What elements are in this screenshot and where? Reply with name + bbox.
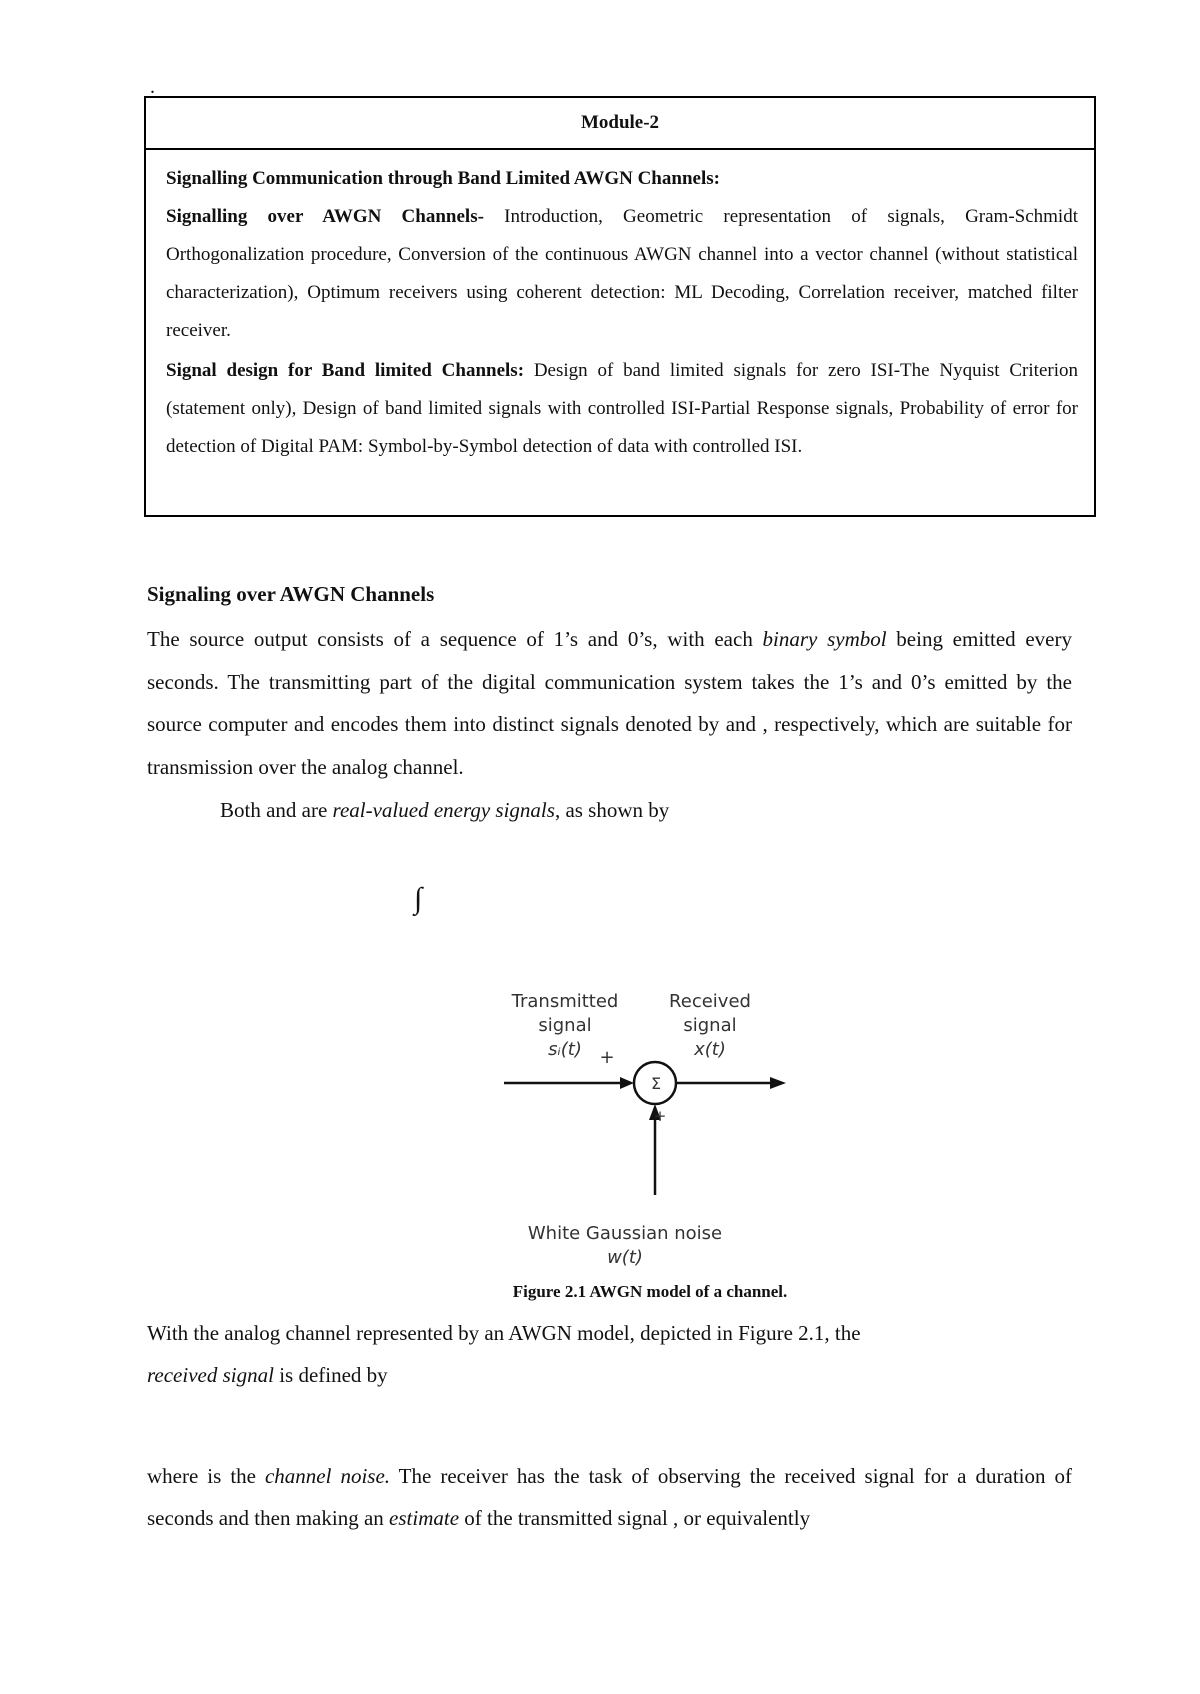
- module-section-1: [166, 198, 1078, 350]
- para2-text-b: , as shown by: [554, 798, 670, 822]
- noise-symbol: w(t): [607, 1247, 643, 1268]
- transmitted-symbol: sᵢ(t): [548, 1039, 582, 1060]
- section-title: Signaling over AWGN Channels: [147, 582, 435, 606]
- para2-text-a: Both and are: [220, 798, 333, 822]
- para4-italic-b: estimate: [389, 1506, 460, 1530]
- module-syllabus-box: [144, 96, 1096, 517]
- received-line2: signal: [683, 1015, 737, 1036]
- sum-symbol: Σ: [650, 1074, 662, 1093]
- paragraph-4: [147, 1455, 1072, 1539]
- input-arrowhead: [620, 1077, 634, 1089]
- module-section-1-label: Signalling over AWGN Channels-: [166, 206, 484, 227]
- noise-label: [500, 1222, 750, 1270]
- para3-line1: With the analog channel represented by an AWGN model, depicted in Figure 2.1, the: [147, 1321, 861, 1345]
- para1-text-b: being emitted every seconds. The transmitting part of the digital communication system takes the 1’s and 0’s emitted by the source computer and encodes them into distinct signals denoted by and , respectively, which are suitable for transmission over the analog channel.: [147, 627, 1073, 779]
- para4-text-c: of the transmitted signal , or equivalently: [459, 1506, 811, 1530]
- plus-bottom: +: [653, 1107, 667, 1125]
- para4-text-a: where is the: [147, 1464, 265, 1488]
- module-body: [146, 150, 1094, 466]
- module-section-2: [166, 352, 1078, 466]
- module-heading: Signalling Communication through Band Limited AWGN Channels:: [166, 168, 720, 189]
- para3-line2: [147, 1354, 1072, 1396]
- received-label: [650, 990, 770, 1062]
- para1-text-a: The source output consists of a sequence of 1’s and 0’s, with each: [147, 627, 763, 651]
- stray-dot: .: [150, 76, 155, 98]
- noise-text: White Gaussian noise: [527, 1223, 723, 1244]
- para3-text-b: is defined by: [273, 1363, 388, 1387]
- module-title: Module-2: [146, 98, 1094, 150]
- module-section-1-text: Introduction, Geometric representation of signals, Gram-Schmidt Orthogonalization procedure, Conversion of the continuous AWGN channel into a vector channel (without statistical characterization), Optimum receivers using coherent detection: ML Decoding, Correlation receiver, matched filter receiver.: [166, 206, 1078, 341]
- transmitted-line1: Transmitted: [511, 991, 619, 1012]
- received-symbol: x(t): [694, 1039, 726, 1060]
- plus-left: +: [599, 1047, 615, 1068]
- paragraph-1: [147, 618, 1072, 788]
- para4-text-b: The receiver has the task of observing the received signal for a duration of seconds and then making an: [147, 1464, 1072, 1530]
- paragraph-3: [147, 1312, 1072, 1396]
- para1-italic: binary symbol: [762, 627, 887, 651]
- module-section-2-label: Signal design for Band limited Channels:: [166, 360, 525, 381]
- transmitted-line2: signal: [538, 1015, 592, 1036]
- received-line1: Received: [669, 991, 751, 1012]
- transmitted-label: [490, 990, 640, 1062]
- integral-symbol: ∫: [414, 882, 423, 915]
- para3-italic: received signal: [147, 1363, 274, 1387]
- figure-caption: Figure 2.1 AWGN model of a channel.: [512, 1282, 788, 1301]
- para4-italic-a: channel noise.: [264, 1464, 391, 1488]
- paragraph-2: [220, 795, 1020, 825]
- output-arrowhead: [770, 1077, 786, 1089]
- para2-italic: real-valued energy signals: [332, 798, 555, 822]
- module-section-2-text: Design of band limited signals for zero ISI-The Nyquist Criterion (statement only), Design of band limited signals with controlled ISI-Partial Response signals, Probability of error for detection of Digital PAM: Symbol-by-Symbol detection of data with controlled ISI.: [166, 360, 1078, 457]
- awgn-figure: [480, 990, 800, 1270]
